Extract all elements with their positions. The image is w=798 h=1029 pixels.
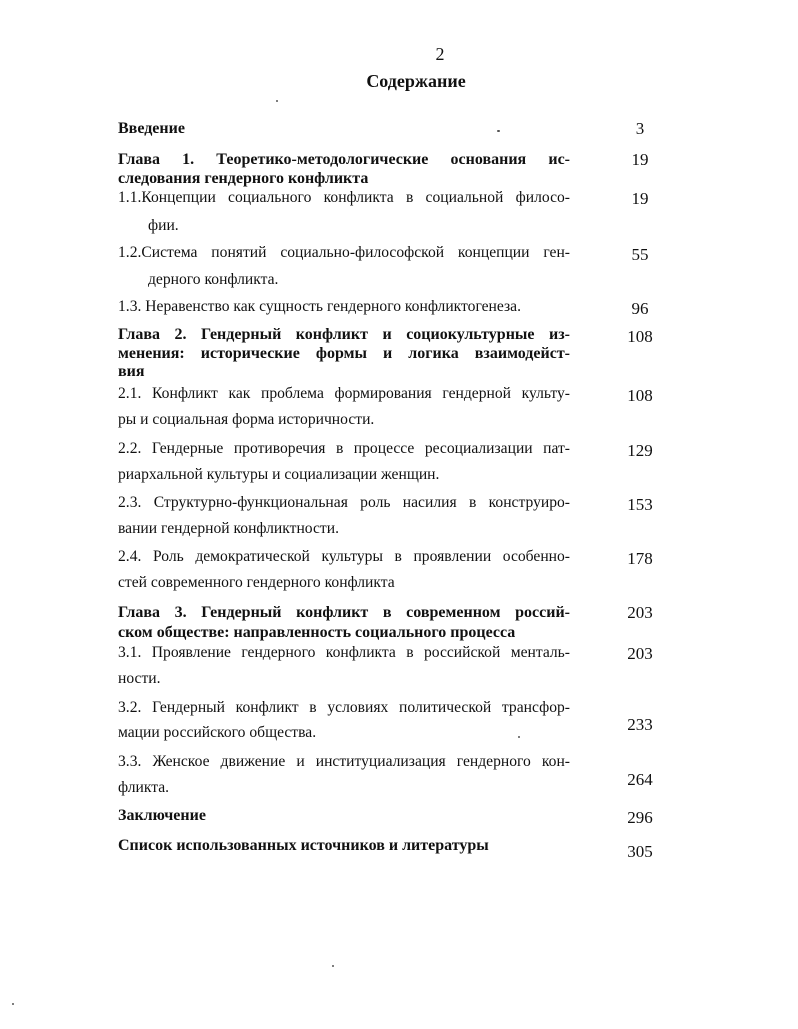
toc-s2-1-page: 108 — [627, 386, 653, 405]
toc-intro-page: 3 — [635, 119, 645, 138]
toc-s1-1-line1: 1.1.Концепции социального конфликта в социальной филосо- — [118, 189, 570, 206]
toc-ch2-title-line3: вия — [118, 363, 145, 380]
toc-ch1-title-line2: следования гендерного конфликта — [118, 170, 369, 187]
toc-s2-2-line1: 2.2. Гендерные противоречия в процессе ресоциализации пат- — [118, 440, 570, 457]
toc-s1-2-page: 55 — [631, 245, 649, 264]
page-title: Содержание — [366, 71, 466, 91]
toc-conclusion-title: Заключение — [118, 807, 206, 824]
toc-conclusion-page: 296 — [627, 808, 653, 827]
toc-ch2-title-line1: Глава 2. Гендерный конфликт и социокультурные из- — [118, 326, 570, 343]
toc-s2-1-line2: ры и социальная форма историчности. — [118, 411, 375, 428]
toc-s1-3-line1: 1.3. Неравенство как сущность гендерного конфликтогенеза. — [118, 298, 521, 315]
toc-s2-2-page: 129 — [627, 441, 653, 460]
toc-ch3-page: 203 — [627, 603, 653, 622]
toc-s2-2-line2: риархальной культуры и социализации женщин. — [118, 466, 440, 483]
toc-references-page: 305 — [627, 842, 653, 861]
toc-s2-4-line1: 2.4. Роль демократической культуры в проявлении особенно- — [118, 548, 570, 565]
toc-ch1-title-line1: Глава 1. Теоретико-методологические основания ис- — [118, 151, 570, 168]
toc-ch2-title-line2: менения: исторические формы и логика взаимодейст- — [118, 345, 570, 362]
toc-s2-3-line2: вании гендерной конфликтности. — [118, 520, 339, 537]
toc-intro-title: Введение — [118, 120, 185, 137]
toc-s1-2-line1: 1.2.Система понятий социально-философской концепции ген- — [118, 244, 570, 261]
toc-s2-3-line1: 2.3. Структурно-функциональная роль насилия в конструиро- — [118, 494, 570, 511]
scan-speck — [276, 100, 278, 102]
toc-ch3-title-line2: ском обществе: направленность социального процесса — [118, 624, 516, 641]
page-number: 2 — [435, 44, 445, 64]
toc-ch3-title-line1: Глава 3. Гендерный конфликт в современном россий- — [118, 604, 570, 621]
toc-s3-2-page: 233 — [627, 715, 653, 734]
toc-s3-3-page: 264 — [627, 770, 653, 789]
toc-s1-3-page: 96 — [631, 299, 649, 318]
scan-speck — [518, 736, 520, 738]
toc-s2-1-line1: 2.1. Конфликт как проблема формирования гендерной культу- — [118, 385, 570, 402]
toc-s2-4-page: 178 — [627, 549, 653, 568]
toc-s3-1-page: 203 — [627, 644, 653, 663]
toc-s3-2-line1: 3.2. Гендерный конфликт в условиях политической трансфор- — [118, 699, 570, 716]
toc-s3-3-line2: фликта. — [118, 779, 170, 796]
toc-s3-3-line1: 3.3. Женское движение и институциализация гендерного кон- — [118, 753, 570, 770]
toc-s3-1-line1: 3.1. Проявление гендерного конфликта в российской менталь- — [118, 644, 570, 661]
scan-speck — [332, 965, 334, 967]
toc-s1-1-line2: фии. — [148, 217, 179, 234]
scan-speck — [497, 130, 500, 132]
toc-s1-1-page: 19 — [631, 189, 649, 208]
toc-ch1-page: 19 — [631, 150, 649, 169]
toc-s3-2-line2: мации российского общества. — [118, 724, 317, 741]
scan-speck — [12, 1003, 14, 1005]
toc-s2-4-line2: стей современного гендерного конфликта — [118, 574, 395, 591]
toc-s2-3-page: 153 — [627, 495, 653, 514]
toc-s3-1-line2: ности. — [118, 670, 161, 687]
toc-ch2-page: 108 — [627, 327, 653, 346]
toc-references-title: Список использованных источников и литературы — [118, 837, 489, 854]
toc-s1-2-line2: дерного конфликта. — [148, 271, 279, 288]
